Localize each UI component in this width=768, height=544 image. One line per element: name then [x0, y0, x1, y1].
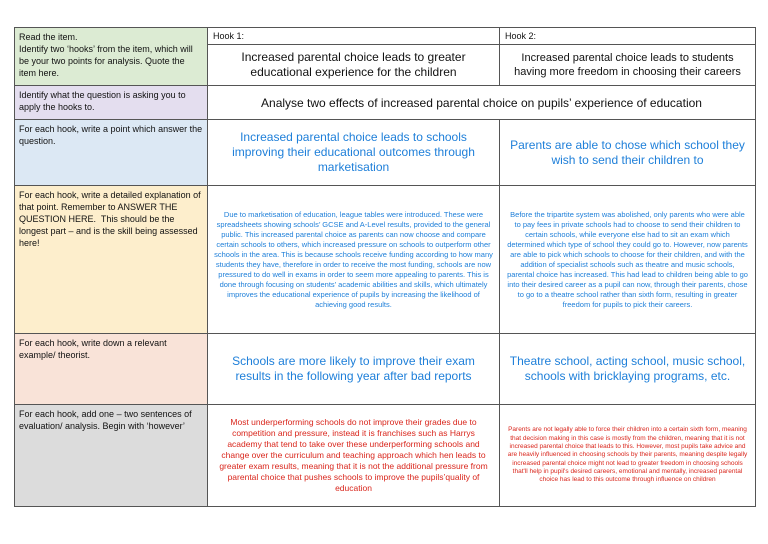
example1-cell [208, 334, 500, 405]
hook2-text: Increased parental choice leads to students having more freedom in choosing their careers [514, 52, 741, 78]
instruction-example: For each hook, write down a relevant example/ theorist. [19, 338, 170, 360]
instruction-explanation: For each hook, write a detailed explanation of that point. Remember to ANSWER THE QUESTION HERE. This should be the longest part – and is the skill being assessed here! [19, 190, 204, 248]
example1-text: Schools are more likely to improve their exam results in the following year after bad reports [232, 354, 475, 383]
evaluation2-cell [500, 405, 756, 507]
hook1-header: Hook 1: [213, 31, 245, 41]
row-hooks-header [15, 28, 756, 45]
instruction-read-item: Read the item. Identify two ‘hooks’ from the item, which will be your two points for analysis. Quote the item here. [19, 32, 193, 78]
hook2-header: Hook 2: [505, 31, 537, 41]
hook1-text: Increased parental choice leads to greater educational experience for the children [241, 50, 466, 79]
evaluation1-text: Most underperforming schools do not improve their grades due to competition and pressure, instead it is franchises such as Harrys academy that tend to take over these underperforming schools and change over the curriculum and teaching approach which hen leads to greater exam results, meaning that it is not the additional pressure from parental choice that pushes schools to improve the pupils’quality of education [219, 417, 488, 493]
instruction-cell-evaluation [15, 405, 208, 507]
row-question [15, 86, 756, 120]
instruction-cell-read-item [15, 28, 208, 86]
explanation2-cell [500, 186, 756, 334]
point1-text: Increased parental choice leads to schools improving their educational outcomes through marketisation [232, 130, 475, 174]
planning-table [14, 27, 756, 507]
example2-text: Theatre school, acting school, music school, schools with bricklaying programs, etc. [509, 354, 746, 383]
hook2-cell [500, 45, 756, 86]
evaluation2-text: Parents are not legally able to force their children into a certain sixth form, meaning that decision making in this case is mostly from the children, meaning that it is not increased parental choice that leads to this. However, most pupils take advice and are heavily influenced in choosing schools by their parents, meaning despite legally increased parental choice might not lead to greater freedom in choosing schools that'll help in pupil's desired careers, emotional and mentally, increased parental choice has lead to this outcome through influence on children [507, 426, 748, 484]
question-cell [208, 86, 756, 120]
row-points [15, 120, 756, 186]
row-evaluations [15, 405, 756, 507]
explanation2-text: Before the tripartite system was abolished, only parents who were able to pay fees in private schools had to choose to send their children to certain schools, while everyone else had to sit an exam which determined which type of school they could go to. However, now parents are able to pick which schools to choose for their children, and with the addition of specialist schools such as theatre and music schools, parental choice has increased. This had lead to children being able to go into their desired career as a pupil can now, through their parents, chose to go to a theatre school rather than sixth form, resulting in greater freedom for pupils to pick their careers. [507, 209, 748, 309]
explanation1-cell [208, 186, 500, 334]
instruction-cell-question [15, 86, 208, 120]
point2-text: Parents are able to chose which school they wish to send their children to [510, 137, 745, 167]
row-examples [15, 334, 756, 405]
hook2-header-cell [500, 28, 756, 45]
instruction-point: For each hook, write a point which answer the question. [19, 124, 205, 146]
example2-cell [500, 334, 756, 405]
point1-cell [208, 120, 500, 186]
point2-cell [500, 120, 756, 186]
evaluation1-cell [208, 405, 500, 507]
instruction-cell-point [15, 120, 208, 186]
instruction-cell-example [15, 334, 208, 405]
question-text: Analyse two effects of increased parental choice on pupils’ experience of education [261, 95, 702, 110]
explanation1-text: Due to marketisation of education, league tables were introduced. These were spreadsheets showing schools’ GCSE and A-Level results, provided to the general public. This increased parental choice as parents can now choose and compare certain schools to others, which increased pressure on schools to outperform other schools in the area. This is because schools receive funding according to how many students they have, therefore in order to receive the most funding, schools are now pressured to do well in exams in order to seem more appealing to parents. This is done through focusing on students’ academic abilities and skills, which ultimately improves the educational experience of pupils by increasing the likelihood of achieving good results. [214, 209, 493, 309]
instruction-question: Identify what the question is asking you to apply the hooks to. [19, 90, 189, 112]
hook1-header-cell [208, 28, 500, 45]
hook1-cell [208, 45, 500, 86]
instruction-cell-explanation [15, 186, 208, 334]
instruction-evaluation: For each hook, add one – two sentences of evaluation/ analysis. Begin with ‘however’ [19, 409, 195, 431]
row-explanations [15, 186, 756, 334]
